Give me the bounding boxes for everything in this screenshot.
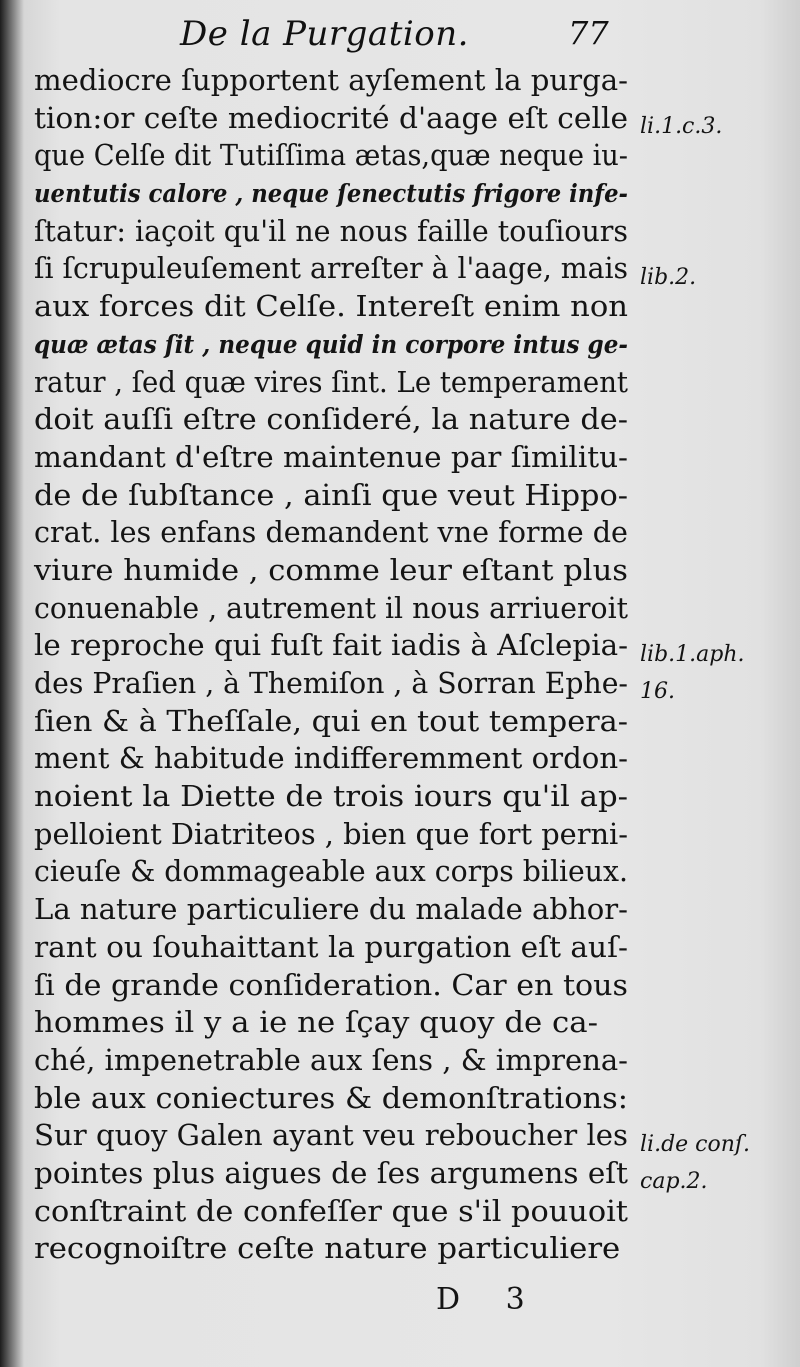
text-line: ment & habitude indifferemment ordon- — [34, 742, 628, 776]
text-line: viure humide , comme leur eſtant plus — [34, 553, 628, 587]
text-line: crat. les enfans demandent vne forme de — [34, 516, 628, 550]
text-line: cieuſe & dommageable aux corps bilieux. — [34, 855, 628, 889]
text-line: uentutis calore , neque ſenectutis frigore infe- — [34, 179, 628, 209]
text-line: ſtatur: iaçoit qu'il ne nous faille touſiours — [34, 214, 628, 248]
text-line: conuenable , autrement il nous arriueroit — [34, 591, 628, 625]
text-line: doit auſſi eſtre conſideré, la nature de- — [34, 403, 628, 437]
text-line: de de ſubſtance , ainſi que veut Hippo- — [34, 478, 628, 512]
text-line: noient la Diette de trois iours qu'il ap- — [34, 780, 628, 814]
text-line: ché, impenetrable aux ſens , & imprena- — [34, 1043, 628, 1077]
text-line: le reproche qui fuſt fait iadis à Aſclepia- — [34, 629, 628, 663]
text-line: des Praſien , à Themiſon , à Sorran Ephe- — [34, 667, 628, 700]
body-text — [34, 62, 628, 1268]
text-line: ſi de grande conſideration. Car en tous — [34, 968, 628, 1002]
margin-note: lib.2. — [640, 264, 697, 290]
text-line: ratur , ſed quæ vires ſint. Le temperament — [34, 365, 628, 399]
text-line: La nature particuliere du malade abhor- — [34, 893, 628, 927]
text-line: pointes plus aigues de ſes argumens eſt — [34, 1156, 628, 1190]
page-number: 77 — [568, 14, 609, 52]
running-head: De la Purgation. — [180, 14, 469, 54]
margin-note: 16. — [640, 679, 675, 705]
margin-note: li.de conſ. — [640, 1131, 751, 1157]
text-line: aux forces dit Celſe. Intereſt enim non — [34, 290, 629, 324]
margin-note: cap.2. — [640, 1169, 708, 1195]
text-line: que Celſe dit Tutiſſima ætas,quæ neque iu- — [34, 139, 628, 173]
text-line: ble aux coniectures & demonſtrations: — [34, 1081, 628, 1115]
text-line: mediocre ſupportent ayſement la purga- — [34, 64, 629, 97]
text-line: hommes il y a ie ne ſçay quoy de ca- — [34, 1006, 599, 1040]
margin-note: li.1.c.3. — [640, 113, 723, 139]
text-line: recognoiſtre ceſte nature particuliere — [34, 1232, 621, 1266]
text-line: conſtraint de confeſſer que s'il pouuoit — [34, 1194, 628, 1228]
text-line: rant ou ſouhaittant la purgation eſt auſ- — [34, 930, 628, 964]
printer-signature: D 3 — [436, 1282, 543, 1317]
text-line: tion:or ceſte mediocrité d'aage eſt celle — [34, 101, 628, 135]
text-line: quæ ætas ſit , neque quid in corpore intus ge- — [34, 329, 628, 359]
text-line: ſien & à Theſſale, qui en tout tempera- — [34, 704, 628, 738]
text-line: mandant d'eſtre maintenue par ſimilitu- — [34, 440, 629, 474]
text-line: Sur quoy Galen ayant veu reboucher les — [34, 1119, 628, 1153]
text-line: pelloient Diatriteos , bien que fort perni- — [34, 817, 628, 851]
text-line: ſi ſcrupuleuſement arreſter à l'aage, mais — [34, 252, 628, 286]
margin-note: lib.1.aph. — [640, 641, 745, 667]
